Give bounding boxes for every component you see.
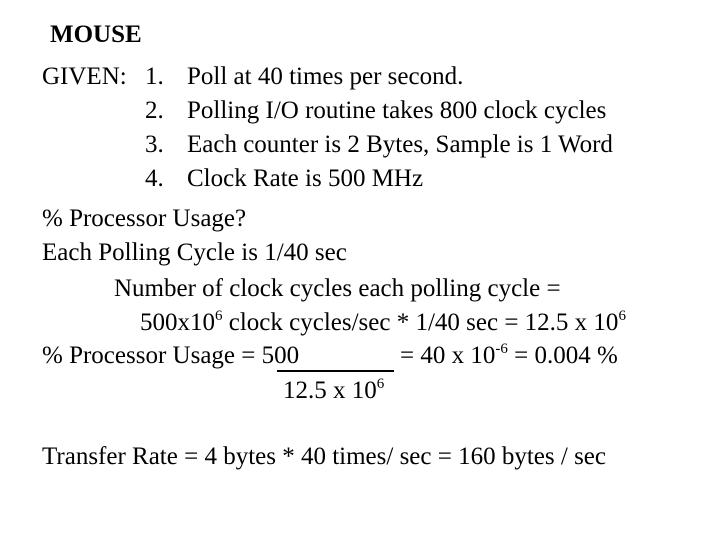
fraction-denominator: 12.5 x $10^6$ (283, 376, 385, 404)
usage-equation-result: = 40 x $10^{-6} = 0.004$ % (400, 341, 618, 369)
given-item-3-number: 3. (145, 131, 164, 158)
given-item-4-number: 4. (145, 165, 164, 192)
given-item-1-text: Poll at 40 times per second. (187, 63, 464, 90)
usage-equation-prefix: % Processor Usage = 500 (42, 342, 300, 369)
given-item-2-number: 2. (145, 97, 164, 124)
usage-question: % Processor Usage? (42, 205, 247, 232)
given-item-2-text: Polling I/O routine takes 800 clock cycles (187, 97, 607, 124)
cycles-calculation: $500x10^6$ clock cycles/sec * 1/40 sec = 12.5 x $10^6$ (140, 308, 626, 336)
given-item-4-text: Clock Rate is 500 MHz (187, 165, 424, 192)
cycles-heading: Number of clock cycles each polling cycle = (114, 275, 561, 302)
given-item-1-number: 1. (145, 63, 164, 90)
given-item-3-text: Each counter is 2 Bytes, Sample is 1 Word (187, 131, 613, 158)
given-label: GIVEN: (42, 63, 127, 90)
polling-cycle-line: Each Polling Cycle is 1/40 sec (42, 239, 347, 266)
slide-title: MOUSE (50, 21, 142, 48)
transfer-rate-line: Transfer Rate = 4 bytes * 40 times/ sec = 160 bytes / sec (42, 443, 606, 470)
fraction-bar (277, 370, 394, 372)
